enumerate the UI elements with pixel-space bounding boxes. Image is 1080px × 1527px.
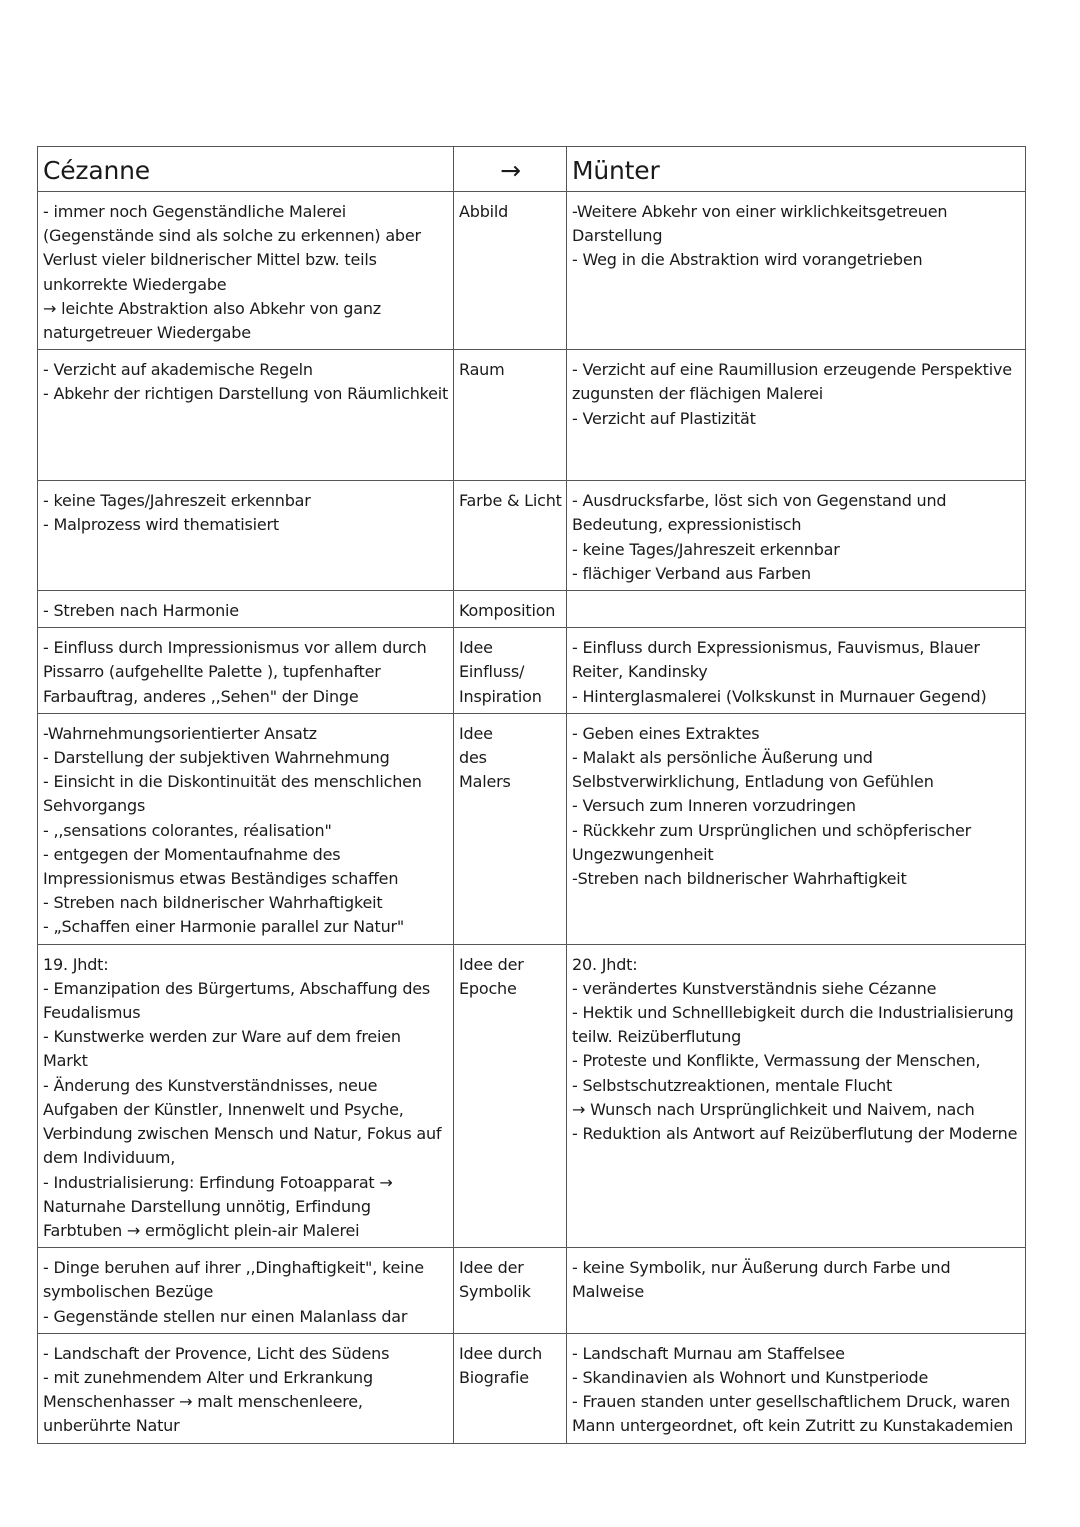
comparison-table bbox=[37, 146, 1026, 1444]
cezanne-cell bbox=[38, 350, 454, 481]
cell-line: - Proteste und Konflikte, Vermassung der Menschen, bbox=[572, 1051, 981, 1071]
table-row bbox=[38, 481, 1026, 591]
cezanne-cell bbox=[38, 944, 454, 1247]
cell-line: Idee durch bbox=[459, 1343, 543, 1363]
cell-line: - Einfluss durch Impressionismus vor allem durch Pissarro (aufgehellte Palette ), tupfenhafter Farbauftrag, anderes ,,Sehen" der Dinge bbox=[43, 638, 432, 706]
cezanne-cell bbox=[38, 1248, 454, 1334]
header-cezanne: Cézanne bbox=[38, 147, 454, 192]
cezanne-cell bbox=[38, 192, 454, 350]
cell-line: des bbox=[459, 748, 487, 768]
muenter-cell bbox=[567, 628, 1026, 714]
table-row bbox=[38, 713, 1026, 944]
cell-line: - Hinterglasmalerei (Volkskunst in Murnauer Gegend) bbox=[572, 686, 987, 706]
cell-line: -Weitere Abkehr von einer wirklichkeitsgetreuen Darstellung bbox=[572, 202, 953, 246]
cell-line: - Rückkehr zum Ursprünglichen und schöpferischer Ungezwungenheit bbox=[572, 820, 976, 864]
cell-line: - flächiger Verband aus Farben bbox=[572, 563, 811, 583]
cell-line: - Darstellung der subjektiven Wahrnehmung bbox=[43, 748, 390, 768]
muenter-cell bbox=[567, 1248, 1026, 1334]
category-cell bbox=[454, 944, 567, 1247]
cell-line: - keine Tages/Jahreszeit erkennbar bbox=[43, 491, 311, 511]
cell-line: - ,,sensations colorantes, réalisation" bbox=[43, 820, 332, 840]
cell-line: - Geben eines Extraktes bbox=[572, 723, 760, 743]
table-row bbox=[38, 192, 1026, 350]
cell-line: - mit zunehmendem Alter und Erkrankung Menschenhasser → malt menschenleere, unberührte Natur bbox=[43, 1367, 378, 1436]
cell-line: Malers bbox=[459, 772, 511, 792]
cell-line: → leichte Abstraktion also Abkehr von ganz naturgetreuer Wiedergabe bbox=[43, 298, 386, 343]
cell-line: Symbolik bbox=[459, 1282, 531, 1302]
cell-line: - Hektik und Schnelllebigkeit durch die Industrialisierung teilw. Reizüberflutung bbox=[572, 1003, 1019, 1047]
cell-line: - keine Tages/Jahreszeit erkennbar bbox=[572, 539, 840, 559]
cell-line: Idee bbox=[459, 638, 493, 658]
muenter-cell bbox=[567, 944, 1026, 1247]
muenter-cell bbox=[567, 713, 1026, 944]
cell-line: Inspiration bbox=[459, 686, 542, 706]
cezanne-cell bbox=[38, 481, 454, 591]
muenter-cell bbox=[567, 350, 1026, 481]
table-row bbox=[38, 628, 1026, 714]
cell-line: - Malakt als persönliche Äußerung und Selbstverwirklichung, Entladung von Gefühlen bbox=[572, 748, 934, 792]
table-row bbox=[38, 1248, 1026, 1334]
cell-line: -Wahrnehmungsorientierter Ansatz bbox=[43, 723, 317, 743]
cell-line: - Weg in die Abstraktion wird vorangetrieben bbox=[572, 250, 923, 270]
cell-line: - Landschaft Murnau am Staffelsee bbox=[572, 1343, 845, 1363]
cell-line: - immer noch Gegenständliche Malerei (Gegenstände sind als solche zu erkennen) aber Verlust vieler bildnerischer Mittel bzw. teils unkorrekte Wiedergabe bbox=[43, 202, 426, 294]
cell-line: Idee der bbox=[459, 954, 524, 974]
cell-line: - Verzicht auf Plastizität bbox=[572, 408, 756, 428]
cell-line: - Ausdrucksfarbe, löst sich von Gegenstand und Bedeutung, expressionistisch bbox=[572, 491, 952, 535]
cell-line: → Wunsch nach Ursprünglichkeit und Naivem, nach bbox=[572, 1099, 975, 1119]
cell-line: - Kunstwerke werden zur Ware auf dem freien Markt bbox=[43, 1027, 406, 1071]
cell-line: Epoche bbox=[459, 978, 517, 998]
table-row bbox=[38, 944, 1026, 1247]
muenter-cell bbox=[567, 1333, 1026, 1443]
cezanne-cell bbox=[38, 713, 454, 944]
cell-line: - verändertes Kunstverständnis siehe Cézanne bbox=[572, 978, 937, 998]
cell-line: - Dinge beruhen auf ihrer ,,Dinghaftigkeit", keine symbolischen Bezüge bbox=[43, 1258, 429, 1302]
category-cell bbox=[454, 1248, 567, 1334]
category-cell bbox=[454, 628, 567, 714]
cell-line: - Versuch zum Inneren vorzudringen bbox=[572, 796, 856, 816]
cell-line: - Einfluss durch Expressionismus, Fauvismus, Blauer Reiter, Kandinsky bbox=[572, 638, 985, 682]
cell-line: - Einsicht in die Diskontinuität des menschlichen Sehvorgangs bbox=[43, 772, 427, 816]
cell-line: - Änderung des Kunstverständnisses, neue Aufgaben der Künstler, Innenwelt und Psyche, Verbindung zwischen Mensch und Natur, Fokus auf dem Individuum, bbox=[43, 1075, 447, 1168]
category-cell bbox=[454, 591, 567, 628]
cell-line: Idee der bbox=[459, 1258, 524, 1278]
cell-line: - Streben nach bildnerischer Wahrhaftigkeit bbox=[43, 893, 383, 913]
table-body bbox=[38, 192, 1026, 1444]
cezanne-cell bbox=[38, 1333, 454, 1443]
header-row bbox=[38, 147, 1026, 192]
muenter-cell bbox=[567, 192, 1026, 350]
cell-line: Idee bbox=[459, 723, 493, 743]
cell-line: - Abkehr der richtigen Darstellung von Räumlichkeit bbox=[43, 384, 449, 404]
cell-line: -Streben nach bildnerischer Wahrhaftigkeit bbox=[572, 869, 907, 889]
cell-line: - Malprozess wird thematisiert bbox=[43, 515, 280, 535]
muenter-cell bbox=[567, 591, 1026, 628]
category-cell bbox=[454, 481, 567, 591]
cell-line: Abbild bbox=[459, 202, 509, 221]
cell-line: - Streben nach Harmonie bbox=[43, 601, 239, 621]
table-row bbox=[38, 1333, 1026, 1443]
muenter-cell bbox=[567, 481, 1026, 591]
cell-line: - Industrialisierung: Erfindung Fotoapparat → Naturnahe Darstellung unnötig, Erfindung Farbtuben → ermöglicht plein-air Malerei bbox=[43, 1172, 398, 1240]
cell-line: Raum bbox=[459, 360, 505, 380]
cell-line: - keine Symbolik, nur Äußerung durch Farbe und Malweise bbox=[572, 1258, 956, 1302]
cell-line: Einfluss/ bbox=[459, 662, 525, 682]
category-cell bbox=[454, 1333, 567, 1443]
cell-line: 19. Jhdt: bbox=[43, 954, 109, 974]
header-arrow: → bbox=[454, 147, 567, 192]
cell-line: Farbe & Licht bbox=[459, 491, 562, 511]
cezanne-cell bbox=[38, 591, 454, 628]
table-row bbox=[38, 591, 1026, 628]
cell-line: - Verzicht auf eine Raumillusion erzeugende Perspektive zugunsten der flächigen Malerei bbox=[572, 360, 1017, 404]
cell-line: - Gegenstände stellen nur einen Malanlass dar bbox=[43, 1306, 408, 1326]
cell-line: - Emanzipation des Bürgertums, Abschaffung des Feudalismus bbox=[43, 978, 435, 1023]
category-cell bbox=[454, 192, 567, 350]
cell-line: 20. Jhdt: bbox=[572, 954, 638, 974]
cell-line: Biografie bbox=[459, 1367, 529, 1387]
cell-line: - Landschaft der Provence, Licht des Südens bbox=[43, 1343, 390, 1363]
cell-line: - „Schaffen einer Harmonie parallel zur Natur" bbox=[43, 917, 405, 937]
cell-line: - Frauen standen unter gesellschaftlichem Druck, waren Mann untergeordnet, oft kein Zutritt zu Kunstakademien bbox=[572, 1392, 1015, 1436]
cell-line: - entgegen der Momentaufnahme des Impressionismus etwas Beständiges schaffen bbox=[43, 844, 399, 889]
category-cell bbox=[454, 350, 567, 481]
cell-line: - Selbstschutzreaktionen, mentale Flucht bbox=[572, 1075, 893, 1095]
table-row bbox=[38, 350, 1026, 481]
cell-line: Komposition bbox=[459, 601, 556, 621]
header-muenter: Münter bbox=[567, 147, 1026, 192]
cell-line: - Skandinavien als Wohnort und Kunstperiode bbox=[572, 1367, 929, 1387]
cell-line: - Verzicht auf akademische Regeln bbox=[43, 360, 313, 380]
cezanne-cell bbox=[38, 628, 454, 714]
category-cell bbox=[454, 713, 567, 944]
cell-line: - Reduktion als Antwort auf Reizüberflutung der Moderne bbox=[572, 1124, 1018, 1144]
